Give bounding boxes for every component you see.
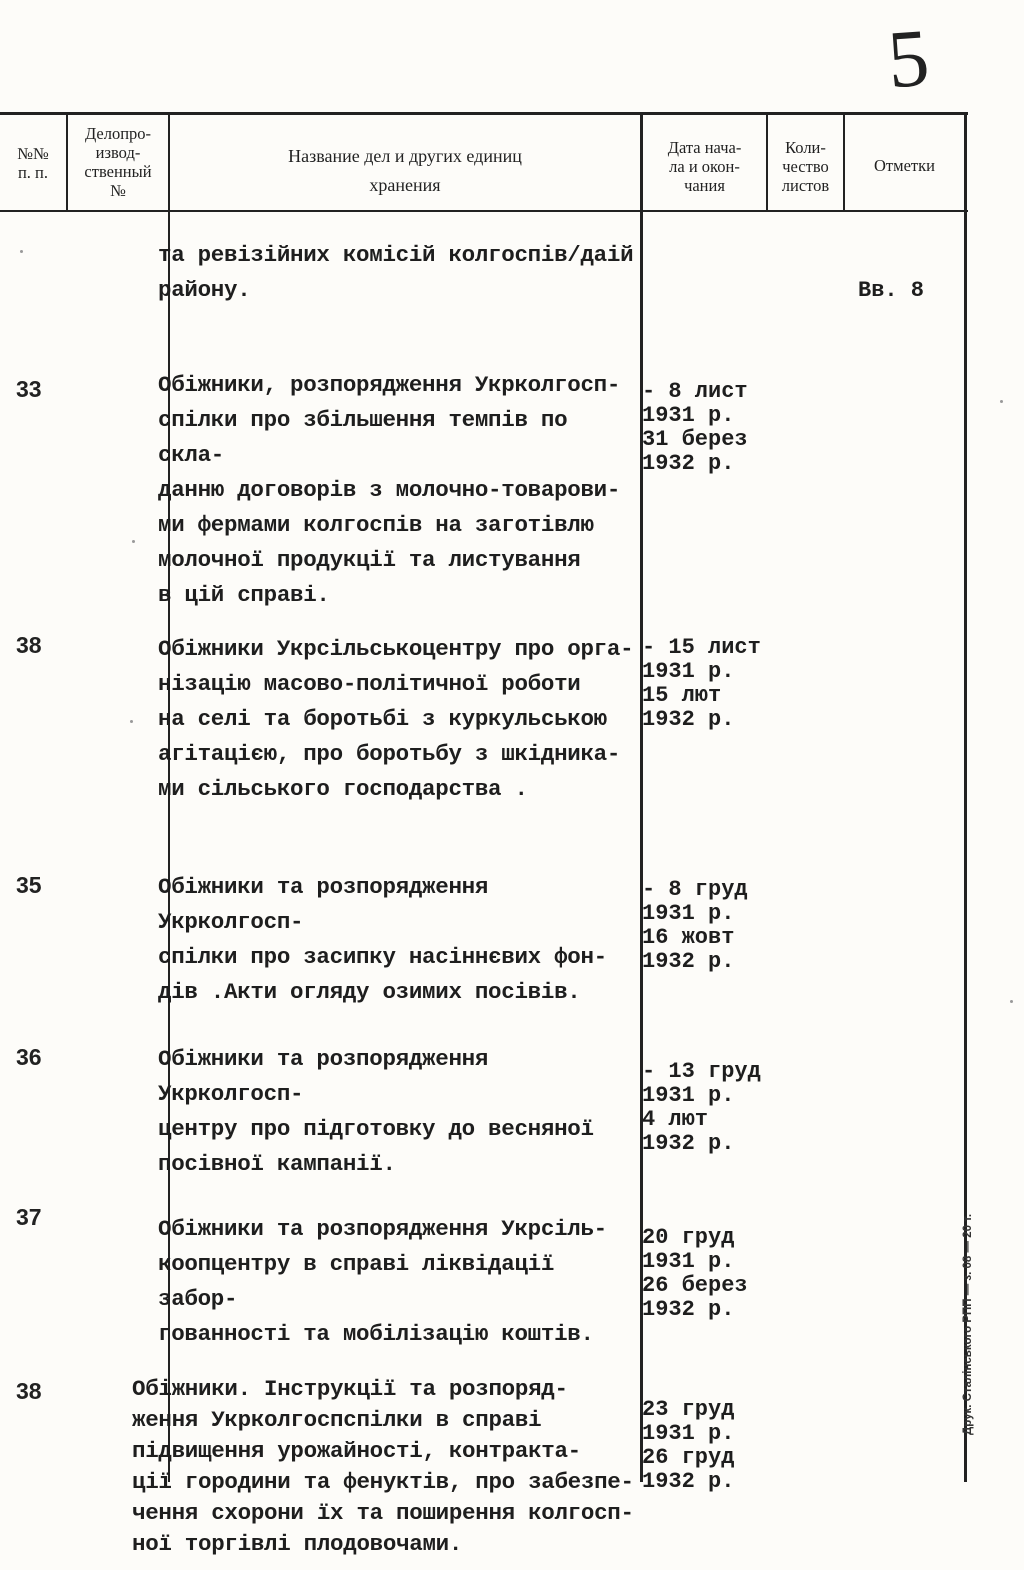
row-title: Обіжники та розпорядження Укрколгосп- центру про підготовку до весняної посівної кампанії. [158,1046,594,1177]
row-notes: Вв. 8 [858,278,925,303]
row-dates: - 8 лист 1931 р. 31 берез 1932 р. [642,379,748,476]
row-dates: - 15 лист 1931 р. 15 лют 1932 р. [642,635,761,732]
row-title: Обіжники та розпорядження Укрсіль- коопцентру в справі ліквідації забор- гованності та мобілізацію коштів. [158,1216,607,1347]
header-col-office: Делопро- извод- ственный № [84,124,152,200]
header-col-dates: Дата нача- ла и окон- чания [667,138,742,195]
row-dates: 20 груд 1931 р. 26 берез 1932 р. [642,1225,748,1322]
row-number: 33 [16,376,42,402]
header-col-num: №№ п. п. [17,144,49,182]
paper-speck [1000,400,1003,403]
row-number: 37 [16,1204,42,1230]
row-number: 35 [16,872,42,898]
row-title: Обіжники та розпорядження Укрколгосп- спілки про засипку насіннєвих фон- дів .Акти огляду озимих посівів. [158,874,607,1005]
row-dates: 23 груд 1931 р. 26 груд 1932 р. [642,1397,735,1494]
row-title: Обіжники, розпорядження Укрколгосп- спілки про збільшення темпів по скла- данню договорів з молочно-товарови- ми фермами колгоспів на заготівлю молочної продукції та листування в цій справі. [158,372,621,608]
row-number: 38 [16,632,42,658]
row-title: Обіжники Укрсільськоцентру про орга- нізацію масово-політичної роботи на селі та боротьбі з куркульською агітацією, про боротьбу з шкідника- ми сільського господарства . [158,636,634,802]
row-dates: - 8 груд 1931 р. 16 жовт 1932 р. [642,877,748,974]
header-col-title: Название дел и других единиц хранения [288,146,522,195]
paper-speck [132,540,135,543]
row-title: та ревізійних комісій колгоспів/даій району. [158,242,634,303]
table-top-border [0,112,968,115]
header-col-notes: Отметки [874,156,935,175]
paper-speck [130,720,133,723]
printer-stamp: Друк. Сталінського РПП — з. 08 — 20 т. [962,1213,974,1435]
paper-speck [1010,1000,1013,1003]
row-number: 36 [16,1044,42,1070]
row-dates: - 13 груд 1931 р. 4 лют 1932 р. [642,1059,761,1156]
header-col-sheets: Коли- чество листов [781,138,830,195]
row-title: Обіжники. Інструкції та розпоряд- ження Укрколгоспспілки в справі підвищення урожайності, контракта- ції городини та фенуктів, про забезпе- чення схорони їх та поширення колгосп- ної торгівлі плодовочами. [132,1376,634,1557]
header-bottom-border [0,210,968,212]
page-number: 5 [884,11,933,106]
row-number: 38 [16,1378,42,1404]
paper-speck [20,250,23,253]
